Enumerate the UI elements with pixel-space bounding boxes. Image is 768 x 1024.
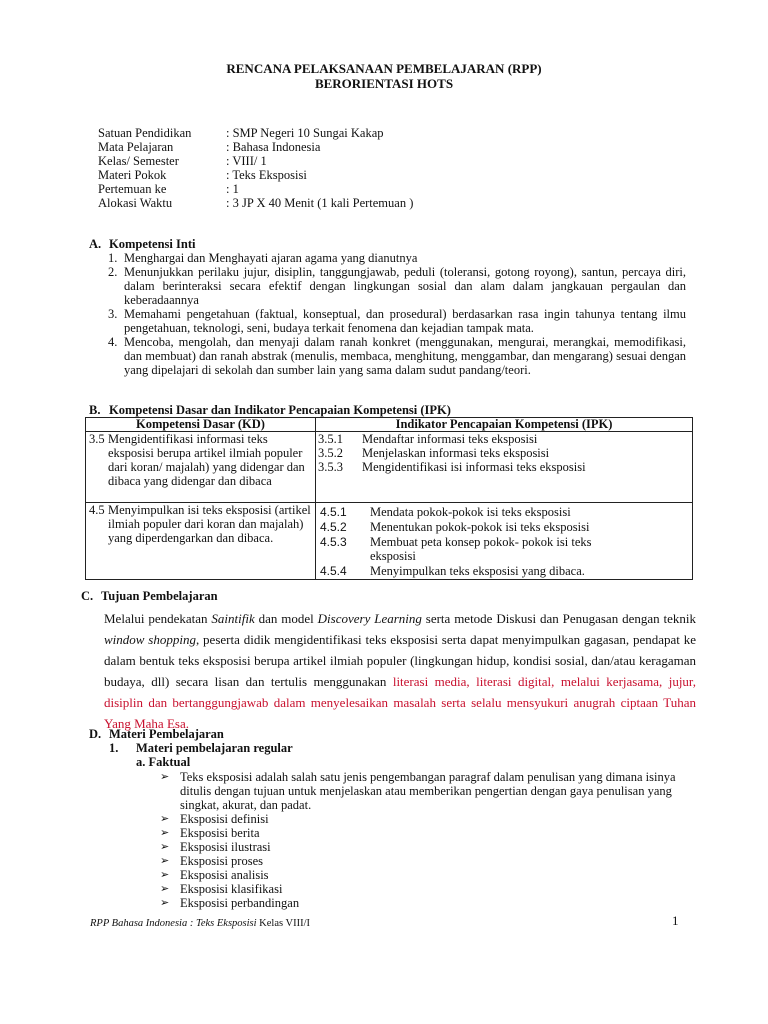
list-item	[160, 840, 700, 854]
section-c-heading	[81, 589, 218, 603]
list-number: 3.	[108, 307, 118, 321]
section-title: Kompetensi Inti	[109, 237, 196, 251]
list-item	[108, 265, 686, 307]
list-item	[108, 307, 686, 335]
list-text: Eksposisi perbandingan	[180, 896, 300, 910]
paragraph-text: serta metode Diskusi dan Penugasan dengan teknik	[421, 611, 696, 626]
faktual-heading: a. Faktual	[136, 755, 191, 769]
section-letter: A.	[89, 237, 102, 251]
identity-label: Mata Pelajaran	[98, 140, 174, 154]
footer-italic: RPP Bahasa Indonesia : Teks Eksposisi	[90, 918, 257, 929]
ipk-item	[318, 460, 690, 474]
arrow-bullet-icon: ➢	[160, 882, 170, 895]
ipk-number: 3.5.1	[318, 432, 343, 446]
tujuan-paragraph	[104, 608, 696, 734]
ipk-text: Menjelaskan informasi teks eksposisi	[362, 446, 550, 460]
section-letter: B.	[89, 403, 101, 417]
identity-label: Alokasi Waktu	[98, 196, 173, 210]
ipk-text: Menentukan pokok-pokok isi teks eksposisi	[370, 520, 590, 534]
arrow-bullet-icon: ➢	[160, 770, 170, 783]
arrow-bullet-icon: ➢	[160, 826, 170, 839]
table-row	[86, 432, 693, 503]
ipk-text: Menyimpulkan teks eksposisi yang dibaca.	[370, 564, 585, 578]
ipk-text: Membuat peta konsep pokok- pokok isi teks eksposisi	[370, 535, 592, 563]
ipk-item	[320, 535, 630, 563]
paragraph-italic: window shopping	[104, 632, 196, 647]
list-text: Eksposisi definisi	[180, 812, 269, 826]
list-text: Eksposisi proses	[180, 854, 263, 868]
identity-value: : 3 JP X 40 Menit (1 kali Pertemuan )	[226, 196, 414, 210]
identity-row	[98, 126, 413, 140]
faktual-list	[160, 770, 700, 910]
arrow-bullet-icon: ➢	[160, 854, 170, 867]
identity-value: : Teks Eksposisi	[226, 168, 307, 182]
identity-label: Kelas/ Semester	[98, 154, 179, 168]
section-d-heading	[89, 727, 224, 741]
identity-label: Materi Pokok	[98, 168, 167, 182]
identity-value: : Bahasa Indonesia	[226, 140, 321, 154]
list-item	[108, 251, 686, 265]
list-item	[160, 882, 700, 896]
ipk-column-header: Indikator Pencapaian Kompetensi (IPK)	[316, 418, 693, 432]
page-number: 1	[672, 913, 679, 928]
list-item	[108, 335, 686, 377]
list-text: Eksposisi berita	[180, 826, 260, 840]
arrow-bullet-icon: ➢	[160, 840, 170, 853]
ipk-item	[318, 432, 690, 446]
paragraph-text: dan model	[254, 611, 318, 626]
section-title: Materi Pembelajaran	[109, 727, 224, 741]
ipk-item	[320, 505, 690, 519]
ipk-number: 4.5.2	[320, 520, 347, 534]
kd-cell	[86, 503, 316, 580]
identity-row	[98, 196, 413, 210]
ipk-number: 3.5.2	[318, 446, 343, 460]
section-letter: D.	[89, 727, 102, 741]
identity-value: : VIII/ 1	[226, 154, 267, 168]
ipk-cell	[316, 432, 693, 503]
ipk-number: 4.5.3	[320, 535, 347, 549]
footer-class: Kelas VIII/I	[256, 918, 311, 929]
ipk-cell	[316, 503, 693, 580]
identity-value: : SMP Negeri 10 Sungai Kakap	[226, 126, 384, 140]
paragraph-text: , peserta didik mengidentifikasi teks eksposisi serta dapat menyimpulkan gagasan, pendapat ke dalam bentuk teks eksposisi berupa artikel ilmiah populer (lingkungan hidup, kondisi sosial, dan/atau keragaman budaya, dll) secara lisan dan tertulis menggunakan	[104, 632, 696, 689]
list-text: Menunjukkan perilaku jujur, disiplin, tanggungjawab, peduli (toleransi, gotong royong), santun, percaya diri, dalam berinteraksi secara efektif dengan lingkungan sosial dan alam dalam jangkauan pergaulan dan keberadaannya	[124, 265, 686, 307]
identity-label: Pertemuan ke	[98, 182, 167, 196]
kd-number: 4.5	[89, 503, 105, 517]
list-item	[160, 826, 700, 840]
identity-row	[98, 182, 413, 196]
identity-value: : 1	[226, 182, 239, 196]
identity-row	[98, 154, 413, 168]
list-text: Menghargai dan Menghayati ajaran agama yang dianutnya	[124, 251, 418, 265]
list-text: Teks eksposisi adalah salah satu jenis pengembangan paragraf dalam penulisan yang dimana isinya ditulis dengan tujuan untuk menjelaskan atau memberikan pengertian dengan gaya penulisan yang singkat, akurat, dan padat.	[180, 770, 676, 812]
kd-text: Mengidentifikasi informasi teks eksposisi berupa artikel ilmiah populer dari koran/ majalah) yang didengar dan dibaca yang didengar dan dibaca	[108, 432, 305, 488]
ipk-number: 3.5.3	[318, 460, 343, 474]
document-title: RENCANA PELAKSANAAN PEMBELAJARAN (RPP)	[226, 61, 542, 76]
arrow-bullet-icon: ➢	[160, 868, 170, 881]
paragraph-text: Melalui pendekatan	[104, 611, 212, 626]
identity-table	[98, 126, 413, 210]
list-item	[160, 812, 700, 826]
ipk-text: Mendata pokok-pokok isi teks eksposisi	[370, 505, 571, 519]
identity-row	[98, 140, 413, 154]
identity-label: Satuan Pendidikan	[98, 126, 192, 140]
kd-text: Menyimpulkan isi teks eksposisi (artikel ilmiah populer dari koran dan majalah) yang diperdengarkan dan dibaca.	[108, 503, 311, 545]
subsection-title: Materi pembelajaran regular	[136, 741, 293, 755]
list-item	[160, 854, 700, 868]
kd-number: 3.5	[89, 432, 105, 446]
arrow-bullet-icon: ➢	[160, 896, 170, 909]
list-number: 1.	[108, 251, 118, 265]
section-title: Kompetensi Dasar dan Indikator Pencapaian Kompetensi (IPK)	[109, 403, 451, 417]
identity-row	[98, 168, 413, 182]
list-text: Mencoba, mengolah, dan menyaji dalam ranah konkret (menggunakan, mengurai, merangkai, memodifikasi, dan membuat) dan ranah abstrak (menulis, membaca, menghitung, menggambar, dan mengarang) sesuai dengan yang dipelajari di sekolah dan sumber lain yang sama dalam sudut pandang/teori.	[124, 335, 686, 377]
list-text: Eksposisi ilustrasi	[180, 840, 271, 854]
table-row	[86, 503, 693, 580]
paragraph-highlight-red: literasi media, literasi digital, melalui kerjasama, jujur, disiplin dan bertanggungjawab dalam menyelesaikan masalah serta selalu mensyukuri anugrah ciptaan Tuhan Yang Maha Esa.	[104, 674, 696, 731]
section-b-heading	[89, 403, 451, 417]
kd-ipk-table	[85, 417, 693, 580]
arrow-bullet-icon: ➢	[160, 812, 170, 825]
list-item	[160, 896, 700, 910]
section-a-heading	[89, 237, 195, 251]
footer-text	[90, 917, 310, 931]
list-number: 2.	[108, 265, 118, 279]
ipk-item	[318, 446, 690, 460]
document-subtitle: BERORIENTASI HOTS	[314, 76, 454, 91]
ipk-text: Mendaftar informasi teks eksposisi	[362, 432, 538, 446]
list-item	[160, 868, 700, 882]
kd-cell	[86, 432, 316, 503]
list-text: Memahami pengetahuan (faktual, konseptual, dan prosedural) berdasarkan rasa ingin tahunya tentang ilmu pengetahuan, teknologi, seni, budaya terkait fenomena dan kejadian tampak mata.	[124, 307, 686, 335]
paragraph-italic: Discovery Learning	[317, 611, 422, 626]
kompetensi-inti-list	[108, 251, 686, 377]
ipk-item	[320, 520, 690, 534]
ipk-text: Mengidentifikasi isi informasi teks eksposisi	[362, 460, 586, 474]
list-item	[160, 770, 700, 812]
subsection-number: 1.	[109, 741, 119, 755]
list-number: 4.	[108, 335, 118, 349]
paragraph-italic: Saintifik	[211, 611, 255, 626]
ipk-number: 4.5.4	[320, 564, 347, 578]
list-text: Eksposisi analisis	[180, 868, 269, 882]
kd-column-header: Kompetensi Dasar (KD)	[86, 418, 316, 432]
section-letter: C.	[81, 589, 94, 603]
materi-regular-heading	[109, 741, 293, 755]
list-text: Eksposisi klasifikasi	[180, 882, 283, 896]
ipk-number: 4.5.1	[320, 505, 347, 519]
ipk-item	[320, 564, 690, 578]
section-title: Tujuan Pembelajaran	[101, 589, 218, 603]
